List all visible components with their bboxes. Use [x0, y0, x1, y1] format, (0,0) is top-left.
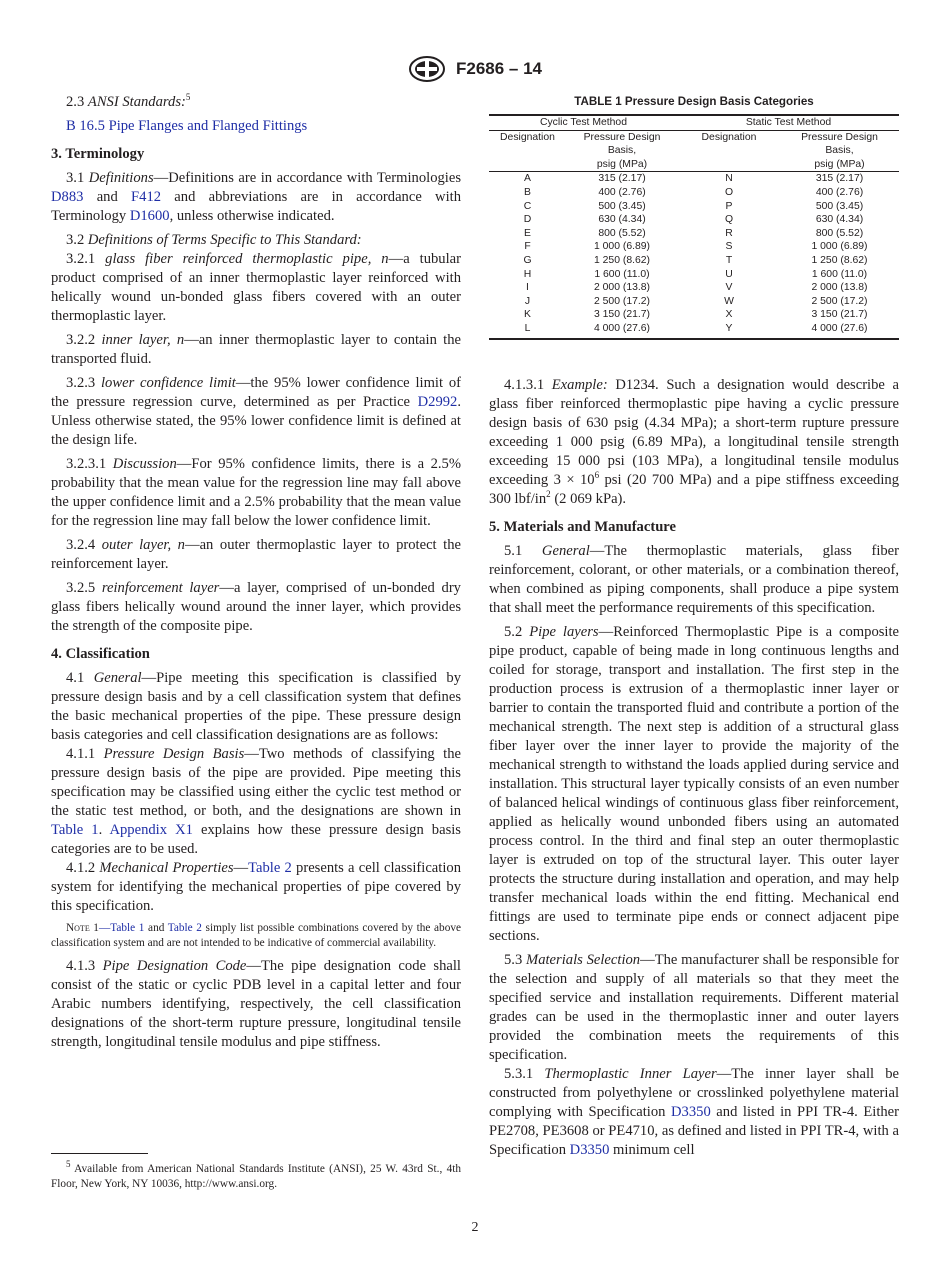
section-5-heading: 5. Materials and Manufacture — [489, 519, 676, 535]
table-cell: V — [725, 282, 733, 294]
para-3-2-3: 3.2.3 lower confidence limit—the 95% lower confidence limit of the pressure regression curve, determined as per Practice D2992. Unless otherwise stated, the 95% lower confidence limit is defined at the design life. — [51, 375, 461, 448]
table-cell: O — [724, 186, 734, 198]
table-row — [489, 200, 899, 214]
col-header-pdb: Pressure Design Basis, psig (MPa) — [780, 130, 899, 172]
table-cell: A — [524, 173, 531, 185]
table-cell: 1 000 (6.89) — [593, 241, 651, 253]
footnote-5: $^5$ Available from American National Standards Institute (ANSI), 25 W. 43rd St., 4th Floor, New York, NY 10036, http://www.ansi.org. — [51, 1159, 461, 1190]
table-row — [489, 268, 899, 282]
table-cell: 2 000 (13.8) — [811, 282, 868, 294]
note-1: Note 1—Table 1 and Table 2 simply list possible combinations covered by the above classification system and are not intended to be indicative of commercial availability. — [51, 922, 462, 949]
table-cell: 4 000 (27.6) — [780, 322, 899, 339]
table-1-body — [489, 172, 899, 339]
table-cell: 400 (2.76) — [598, 186, 646, 198]
table-cell: P — [725, 200, 733, 212]
f412-link[interactable]: F412 — [131, 189, 162, 205]
table1-link[interactable]: Table 1 — [51, 822, 99, 838]
table-cell: L — [489, 322, 566, 339]
table-row — [489, 186, 899, 200]
table-cell: K — [524, 309, 531, 321]
table-cell: 630 (4.34) — [598, 214, 646, 226]
table-cell: 315 (2.17) — [815, 173, 864, 185]
table-cell: R — [725, 227, 733, 239]
section-3-heading: 3. Terminology — [51, 146, 145, 162]
table-1 — [489, 95, 899, 340]
table-cell: 3 150 (21.7) — [811, 309, 868, 321]
reference-b16-5[interactable]: B 16.5 Pipe Flanges and Flanged Fittings — [66, 118, 308, 134]
para-3-1: 3.1 Definitions—Definitions are in accordance with Terminologies D883 and F412 and abbreviations are in accordance with Terminology D1600, unless otherwise indicated. — [51, 170, 462, 224]
table-cell: Y — [678, 322, 780, 339]
table-cell: 1 600 (11.0) — [811, 268, 868, 280]
table-cell: 1 000 (6.89) — [811, 241, 868, 253]
table-cell: W — [724, 295, 734, 307]
table-cell: C — [523, 200, 532, 212]
group-static: Static Test Method — [678, 115, 899, 130]
table-cell: 4 000 (27.6) — [566, 322, 678, 339]
table-1-grid — [489, 114, 899, 340]
page-header — [0, 56, 950, 82]
table-cell: 400 (2.76) — [815, 186, 864, 198]
table-cell: T — [725, 254, 733, 266]
table-row — [489, 227, 899, 241]
table-cell: 2 500 (17.2) — [593, 295, 651, 307]
table-cell: Q — [724, 214, 734, 226]
table-1-caption: TABLE 1 Pressure Design Basis Categories — [574, 95, 814, 108]
astm-logo-icon — [408, 56, 446, 82]
para-5-3: 5.3 Materials Selection—The manufacturer shall be responsible for the selection and supply of all materials so that they meet the specified service and installation requirements. Different material grades can be used in the thermoplastic inner and outer layers provided the combination meets the requirements of this specification. — [489, 952, 899, 1063]
table-cell: I — [526, 282, 529, 294]
b16-5-link[interactable]: B 16.5 — [66, 118, 105, 134]
table-cell: G — [523, 254, 532, 266]
right-column — [489, 376, 899, 1165]
col-header-designation: Designation — [678, 130, 780, 172]
para-4-1-2: 4.1.2 Mechanical Properties—Table 2 presents a cell classification system for identifying the mechanical properties of pipe covered by this specification. — [51, 860, 461, 914]
table-cell: N — [725, 173, 733, 185]
table-row — [489, 308, 899, 322]
page-number: 2 — [471, 1220, 479, 1235]
para-5-3-1: 5.3.1 Thermoplastic Inner Layer—The inner layer shall be constructed from polyethylene or crosslinked polyethylene material complying with Specification D3350 and listed in PPI TR-4. Either PE2708, PE3608 or PE4710, as defined and listed in PPI TR-4, with a Specification D3350 minimum cell — [489, 1066, 900, 1158]
table-cell: D — [523, 214, 532, 226]
table-cell: 800 (5.52) — [598, 227, 646, 239]
table-cell: B — [524, 186, 531, 198]
table-cell: 500 (3.45) — [815, 200, 864, 212]
para-3-2-2: 3.2.2 inner layer, n—an inner thermoplastic layer to contain the transported fluid. — [51, 332, 461, 367]
table2-link[interactable]: Table 2 — [248, 860, 292, 876]
d3350-link-2[interactable]: D3350 — [569, 1142, 610, 1158]
d2992-link[interactable]: D2992 — [417, 394, 458, 410]
para-3-2-1: 3.2.1 glass fiber reinforced thermoplastic pipe, n—a tubular product comprised of an inner thermoplastic layer reinforced with helically wound un-bonded glass fibers covered with an outer thermoplastic layer. — [51, 251, 461, 324]
table-cell: 3 150 (21.7) — [593, 309, 651, 321]
table-cell: S — [725, 241, 733, 253]
para-4-1-3-1: 4.1.3.1 Example: D1234. Such a designation would describe a glass fiber reinforced thermoplastic pipe having a cyclic pressure design basis of 630 psig (4.34 MPa); a short-term rupture pressure exceeding 1 000 psig (6.89 MPa), a longitudinal tensile strength exceeding 15 000 psi (103 MPa), a longitudinal tensile modulus exceeding $3 \times 10^6$ psi (20 700 MPa) and a pipe stiffness exceeding 300 lbf/$in^2$ (2 069 kPa). — [489, 377, 899, 507]
para-3-2-3-1: 3.2.3.1 Discussion—For 95% confidence limits, there is a 2.5% probability that the mean value for the regression line may fall above the upper confidence limit and a 2.5% probability that the mean value for the regression line may fall below the lower confidence limit. — [51, 456, 462, 529]
table-row — [489, 322, 899, 339]
table-cell: E — [524, 227, 531, 239]
para-4-1-1: 4.1.1 Pressure Design Basis—Two methods of classifying the pressure design basis of the pipe are provided. Pipe meeting this specification may be classified using either the cyclic test method or the static test method, or both, and the designations are shown in Table 1. Appendix X1 explains how these pressure design basis categories are to be used. — [51, 746, 461, 857]
table-cell: F — [524, 241, 531, 253]
d1600-link[interactable]: D1600 — [129, 208, 170, 224]
col-header-pdb: Pressure Design Basis, psig (MPa) — [566, 130, 678, 172]
table-row — [489, 172, 899, 186]
col-header-designation: Designation — [489, 130, 566, 172]
left-column — [51, 93, 461, 1057]
table-row — [489, 281, 899, 295]
section-2-3: 2.3 ANSI Standards:$^5$ — [66, 92, 191, 110]
d883-link[interactable]: D883 — [51, 189, 84, 205]
para-5-2: 5.2 Pipe layers—Reinforced Thermoplastic Pipe is a composite pipe product, capable of being made in long continuous lengths and coiled for storage, transport and installation. The first step in the production process is extrusion of a thermoplastic inner layer or barrier to contain the transported fluid and contribute a portion of the mechanical strength. The next step is addition of a structural glass fiber layer over the inner layer to provide the majority of the mechanical strength to withstand the loads applied during service and installation. This structural layer typically consists of an even number of balanced helical windings of continuous glass fiber reinforcement, applied as helically wound unbonded fibers using an automated process control. In the third and final step an outer thermoplastic layer is extruded on top of the structural layer. This outer layer protects the structure during installation and operation, and may help transfer mechanical loads within the end fitting. Mechanical end fittings are used to terminate pipe ends or connect adjacent pipe sections. — [489, 624, 900, 944]
table-cell: 800 (5.52) — [815, 227, 864, 239]
table-cell: 2 500 (17.2) — [811, 295, 868, 307]
table-cell: H — [523, 268, 532, 280]
table-cell: X — [725, 309, 733, 321]
d3350-link[interactable]: D3350 — [671, 1104, 711, 1120]
para-3-2-4: 3.2.4 outer layer, n—an outer thermoplastic layer to protect the reinforcement layer. — [51, 537, 461, 572]
section-4-heading: 4. Classification — [51, 646, 150, 662]
appendix-x1-link[interactable]: Appendix X1 — [109, 822, 193, 838]
table-cell: 630 (4.34) — [815, 214, 864, 226]
table-cell: 2 000 (13.8) — [593, 282, 651, 294]
note-table1-link[interactable]: Table 1 — [110, 922, 145, 934]
para-4-1-3: 4.1.3 Pipe Designation Code—The pipe designation code shall consist of the static or cyclic PDB level in a capital letter and four Arabic numbers identifying, respectively, the cell classification designations of the short-term rupture pressure, longitudinal tensile strength, longitudinal tensile modulus and pipe stiffness. — [51, 958, 461, 1050]
table-cell: 315 (2.17) — [598, 173, 646, 185]
group-cyclic: Cyclic Test Method — [489, 115, 678, 130]
table-cell: 500 (3.45) — [598, 200, 646, 212]
table-cell: U — [725, 268, 733, 280]
note-table2-link[interactable]: Table 2 — [167, 922, 202, 934]
para-3-2: 3.2 Definitions of Terms Specific to This Standard: — [66, 232, 362, 248]
table-cell: 1 250 (8.62) — [593, 254, 651, 266]
para-3-2-5: 3.2.5 reinforcement layer—a layer, comprised of un-bonded dry glass fibers helically wound around the inner layer, which provides the strength of the composite pipe. — [51, 580, 461, 634]
table-row — [489, 240, 899, 254]
table-row — [489, 213, 899, 227]
table-row — [489, 295, 899, 309]
table-cell: 1 250 (8.62) — [811, 254, 868, 266]
para-5-1: 5.1 General—The thermoplastic materials, glass fiber reinforcement, colorant, or other materials, or a combination thereof, when combined as piping components, shall produce a pipe system that shall meet the performance requirements of this specification. — [489, 543, 900, 616]
document-number: F2686 – 14 — [455, 59, 542, 78]
table-cell: 1 600 (11.0) — [594, 268, 650, 280]
para-4-1: 4.1 General—Pipe meeting this specification is classified by pressure design basis and by a cell classification system that defines the basic mechanical properties of the pipe. These pressure design basis categories and cell classification designations are as follows: — [51, 670, 461, 743]
table-cell: J — [524, 295, 531, 307]
footnote-rule — [51, 1153, 148, 1154]
table-row — [489, 254, 899, 268]
